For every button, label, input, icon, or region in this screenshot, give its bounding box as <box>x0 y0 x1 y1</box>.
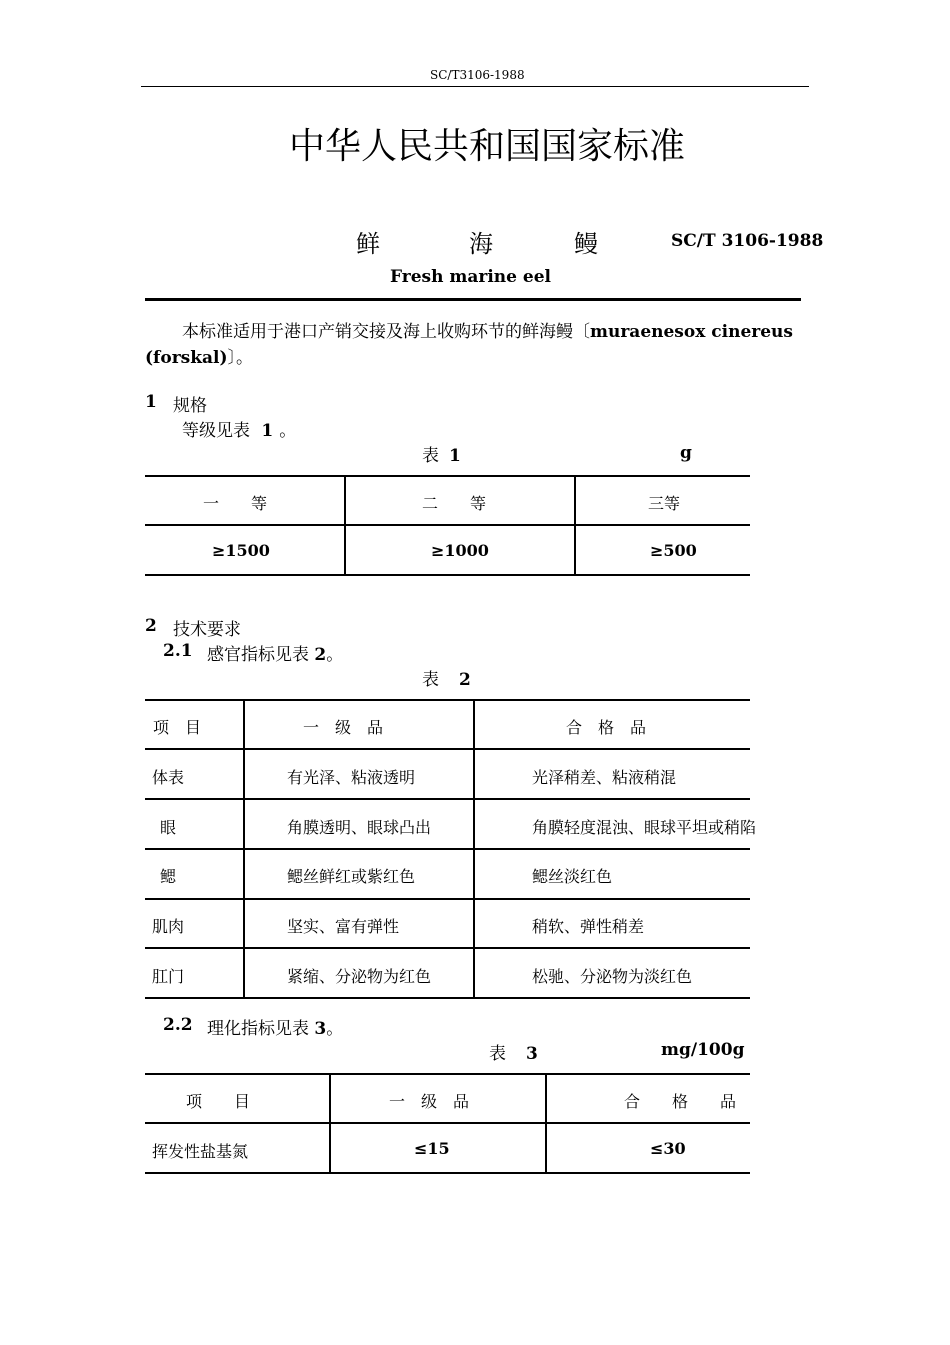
english-name: Fresh marine eel <box>390 267 551 287</box>
table-rule <box>145 748 750 750</box>
table-2-cell: 稍软、弹性稍差 <box>532 917 645 936</box>
table-3-value <box>414 1139 450 1158</box>
ge-sign: ≥ <box>650 541 664 560</box>
grade-2-value: 1000 <box>444 541 489 560</box>
qualified-limit: 30 <box>663 1139 686 1158</box>
table-1-unit: g <box>680 443 692 463</box>
table-divider <box>574 476 576 575</box>
table-2-cell: 角膜透明、眼球凸出 <box>287 818 432 837</box>
table-1-header: 二 等 <box>422 494 487 513</box>
table-divider <box>545 1074 547 1173</box>
table-2-cell: 紧缩、分泌物为红色 <box>287 967 432 986</box>
table-ref: 1 <box>261 421 274 441</box>
table-divider <box>344 476 346 575</box>
table-rule <box>145 524 750 526</box>
intro-line-2 <box>145 343 253 368</box>
section-1-number: 1 <box>145 392 157 412</box>
table-3-header: 项 目 <box>186 1092 251 1111</box>
table-divider <box>329 1074 331 1173</box>
section-1-sentence <box>182 416 296 441</box>
sentence-text: 感官指标见表 <box>207 645 309 665</box>
table-divider <box>243 700 245 998</box>
table-3-header: 合 格 品 <box>624 1092 737 1111</box>
table-2-cell: 角膜轻度混浊、眼球平坦或稍陷 <box>532 818 757 837</box>
table-ref: 3 <box>314 1019 327 1039</box>
standard-name-char-1: 鲜 <box>356 230 380 258</box>
caption-word: 表 <box>489 1044 506 1064</box>
table-rule <box>145 574 750 576</box>
table-3-header: 一 级 品 <box>389 1092 470 1111</box>
table-2-row-label: 体表 <box>152 768 185 787</box>
table-1-value <box>212 541 270 560</box>
standard-name-char-2: 海 <box>469 230 493 258</box>
table-2-header: 一 级 品 <box>303 718 384 737</box>
header-rule <box>141 86 809 87</box>
table-2-cell: 松驰、分泌物为淡红色 <box>532 967 693 986</box>
sentence-text: 理化指标见表 <box>207 1019 309 1039</box>
latin-name-1: muraenesox cinereus <box>590 322 793 342</box>
section-1-title: 规格 <box>173 396 207 416</box>
table-2-cell: 光泽稍差、粘液稍混 <box>532 768 677 787</box>
section-2-2-number: 2.2 <box>163 1015 193 1035</box>
running-header: SC/T3106-1988 <box>430 68 525 82</box>
table-2-caption <box>422 665 471 690</box>
table-rule <box>145 798 750 800</box>
table-rule <box>145 1122 750 1124</box>
table-3-unit: mg/100g <box>661 1040 745 1060</box>
table-rule <box>145 1073 750 1075</box>
title-rule <box>145 298 801 301</box>
intro-text: 本标准适用于港口产销交接及海上收购环节的鲜海鳗〔 <box>182 322 590 342</box>
section-2-2-sentence <box>207 1014 343 1039</box>
table-rule <box>145 898 750 900</box>
table-rule <box>145 947 750 949</box>
table-rule <box>145 848 750 850</box>
grade-1-value: 1500 <box>225 541 270 560</box>
le-sign: ≤ <box>650 1139 664 1158</box>
sentence-text: 等级见表 <box>182 421 250 441</box>
table-rule <box>145 1172 750 1174</box>
grade-3-value: 500 <box>663 541 697 560</box>
table-2-row-label: 肌肉 <box>152 917 185 936</box>
sentence-end: 。 <box>326 645 344 665</box>
table-1-header: 一 等 <box>203 494 268 513</box>
standard-code: SC/T 3106-1988 <box>671 231 824 251</box>
table-2-header: 合 格 品 <box>566 718 647 737</box>
table-2-header: 项 目 <box>153 718 202 737</box>
table-2-row-label: 肛门 <box>152 967 185 986</box>
section-2-title: 技术要求 <box>173 620 241 640</box>
table-3-value <box>650 1139 686 1158</box>
table-rule <box>145 475 750 477</box>
table-2-row-label: 眼 <box>160 818 177 837</box>
table-rule <box>145 699 750 701</box>
table-divider <box>473 700 475 998</box>
standard-name-char-3: 鳗 <box>574 230 598 258</box>
table-2-cell: 有光泽、粘液透明 <box>287 768 416 787</box>
table-1-value <box>650 541 697 560</box>
table-2-cell: 坚实、富有弹性 <box>287 917 400 936</box>
table-1-caption <box>422 441 461 466</box>
section-2-number: 2 <box>145 616 157 636</box>
section-2-1-number: 2.1 <box>163 641 193 661</box>
table-ref: 2 <box>314 645 327 665</box>
table-2-row-label: 鳃 <box>160 867 177 886</box>
grade-1-limit: 15 <box>427 1139 450 1158</box>
intro-end: 〕。 <box>227 348 254 368</box>
table-2-cell: 鳃丝淡红色 <box>532 867 613 886</box>
table-2-cell: 鳃丝鲜红或紫红色 <box>287 867 416 886</box>
table-1-header: 三等 <box>648 494 681 513</box>
sentence-end: 。 <box>326 1019 344 1039</box>
caption-word: 表 <box>422 670 439 690</box>
table-3-caption <box>489 1039 538 1064</box>
page-title: 中华人民共和国国家标准 <box>289 126 686 167</box>
sentence-end: 。 <box>279 421 297 441</box>
intro-line-1 <box>182 317 793 342</box>
caption-number: 1 <box>449 446 461 466</box>
ge-sign: ≥ <box>431 541 445 560</box>
table-1-value <box>431 541 489 560</box>
table-3-row-label: 挥发性盐基氮 <box>152 1142 249 1161</box>
table-rule <box>145 997 750 999</box>
latin-name-2: (forskal) <box>145 348 228 368</box>
caption-number: 3 <box>526 1044 538 1064</box>
caption-number: 2 <box>459 670 471 690</box>
le-sign: ≤ <box>414 1139 428 1158</box>
ge-sign: ≥ <box>212 541 226 560</box>
section-2-1-sentence <box>207 640 343 665</box>
caption-word: 表 <box>422 446 439 466</box>
